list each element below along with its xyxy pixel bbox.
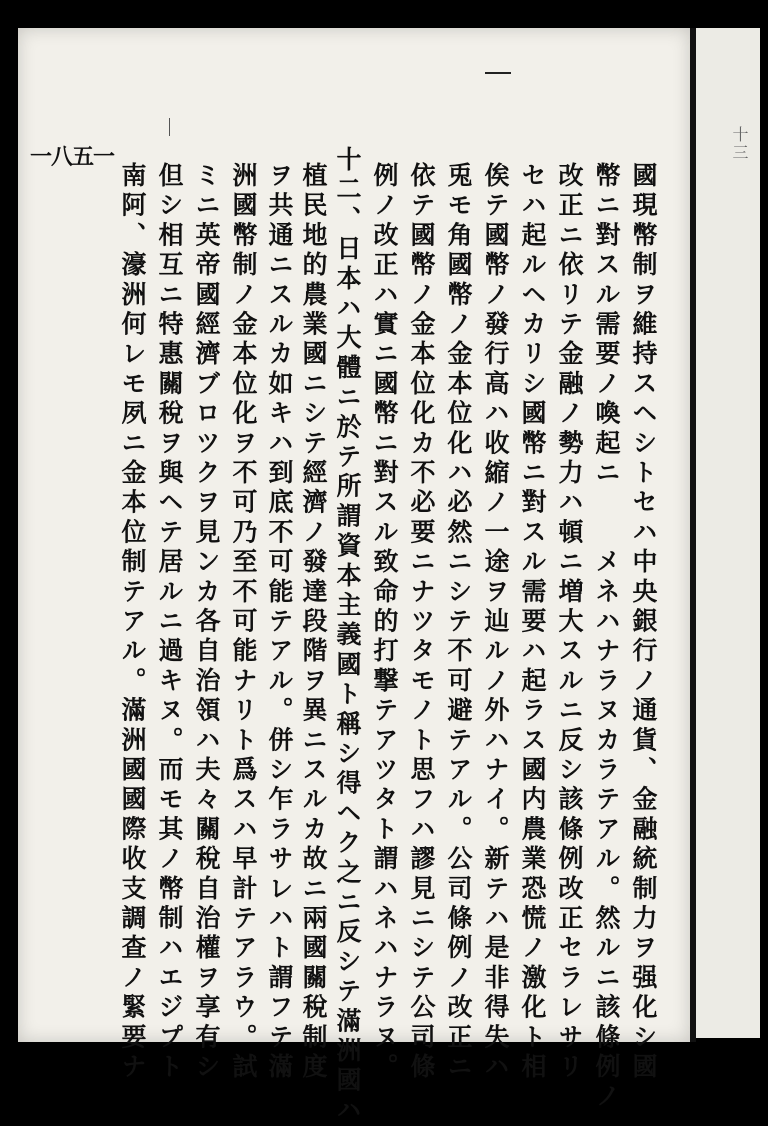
- text-column: 南阿、濠洲何レモ夙ニ金本位制テアル。滿洲國國際收支調查ノ緊要ナ: [118, 162, 147, 1083]
- text-column: 植民地的農業國ニシテ經濟ノ發達段階ヲ異ニスルカ故ニ兩國關稅制度: [299, 162, 328, 1083]
- text-column: 依テ國幣ノ金本位化カ不必要ニナツタモノト思フハ謬見ニシテ公司條: [407, 162, 436, 1083]
- top-mark: [485, 72, 511, 74]
- text-column: ヲ共通ニスルカ如キハ到底不可能テアル。併シ乍ラサレハト謂フテ滿: [265, 162, 294, 1083]
- text-column: ミニ英帝國經濟ブロツクヲ見ンカ各自治領ハ夫々關稅自治權ヲ享有シ: [192, 162, 221, 1083]
- page-number: 一八五一: [30, 145, 115, 170]
- text-column: 兎モ角國幣ノ金本位化ハ必然ニシテ不可避テアル。公司條例ノ改正ニ: [444, 162, 473, 1083]
- text-column: 俟テ國幣ノ發行高ハ收縮ノ一途ヲ辿ルノ外ハナイ。新テハ是非得失ハ: [481, 162, 510, 1083]
- text-column: 但シ相互ニ特惠關稅ヲ與ヘテ居ルニ過キヌ。而モ其ノ幣制ハエジプト: [155, 162, 184, 1083]
- adjacent-page-edge: [696, 28, 760, 1038]
- text-column: セハ起ルヘカリシ國幣ニ對スル需要ハ起ラス國内農業恐慌ノ激化ト相: [518, 162, 547, 1083]
- text-column: 十二、日本ハ大體ニ於テ所謂資本主義國ト稱シ得ヘク之ニ反シテ滿洲國ハ: [333, 146, 362, 1126]
- text-column: 幣ニ對スル需要ノ喚起ニ メネハナラヌカラテアル。然ルニ該條例ノ: [592, 162, 621, 1113]
- margin-tick: [169, 118, 170, 136]
- adjacent-page-text: 十三: [730, 126, 749, 162]
- text-column: 例ノ改正ハ實ニ國幣ニ對スル致命的打撃テアツタト謂ハネハナラヌ。: [370, 162, 399, 1083]
- text-column: 洲國幣制ノ金本位化ヲ不可乃至不可能ナリト爲スハ早計テアラウ。試: [229, 162, 258, 1083]
- text-column: 國現幣制ヲ維持スヘシトセハ中央銀行ノ通貨、金融統制力ヲ强化シ國: [629, 162, 658, 1083]
- text-column: 改正ニ依リテ金融ノ勢力ハ頓ニ増大スルニ反シ該條例改正セラレサリ: [555, 162, 584, 1083]
